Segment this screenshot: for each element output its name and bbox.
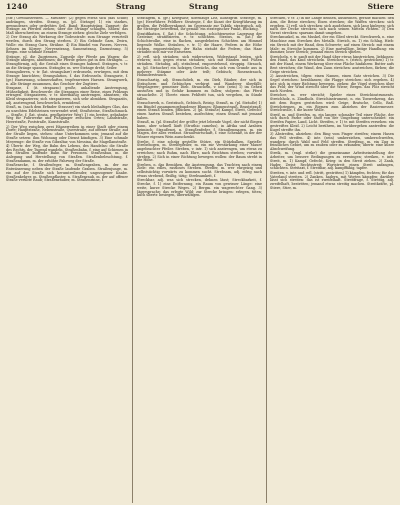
text-column-2: [137, 17, 262, 503]
entry-paragraph: Streckmuskel, m. ein Muskel, der ein Glied streckt. Streckwerk, n. eine Maschine zum Strecken des Metalls. Streich, m. 1) ein Schlag, Hieb: ein Streich mit der Hand, dem Schwerte; auf einen Streich: mit einem Male; zu Streiche kommen. 2) Eine mutwillige, listige Handlung: ein dummer, loser Streich; jemand einen Streich spielen.: [270, 35, 394, 55]
text-column-3: [270, 17, 394, 503]
entry-paragraph: 2) Ausstreichen, tilgen: einen Namen, einen Satz streichen. 3) Die Segel streichen: herablassen; die Flagge streichen: sich ergeben. 4) intr. sich in einer Richtung bewegen, ziehen: die Vögel streichen über das Feld; der Wind streicht über die Wiese; Bergm. das Flöz streicht nach Norden.: [270, 74, 394, 94]
entry-paragraph: Straßenecke, f. Straßenfeger, m. Straßengraben, m. der zur Entwässerung neben der Straße laufende Graben. Straßenjunge, m. ein auf der Straße sich herumtreibender, ungezogener Knabe. Straßenkehrer, m. Straßenpflaster, n. Straßenraub, m. der auf offener Straße verübte Raub; Straßenräuber, m. Straßenrinne, f.: [6, 163, 128, 183]
entry-paragraph: 4) Übertr. der Weg, die Bahn des Lebens, des Handelns: die Straße des Rechts, der Tugend wandeln. Straßenbahn, f. eine auf Schienen in den Straßen laufende Bahn für Personen. Straßenbau, m. die Anlegung und Herstellung von Straßen. Straßenbeleuchtung, f. Straßendamm, m. der erhöhte Fahrweg der Straße.: [6, 143, 128, 163]
column-divider: [132, 17, 133, 503]
entry-paragraph: Strauchartig, adj. Strauchdieb, m. ein Dieb, Räuber, der sich in Sträuchern und Gebüschen verbirgt und Wanderer überfällt; Wegelagerer; gemeiner Dieb. Straucheln, v. intr. (sein) 1) im Gehen anstoßen und in Gefahr kommen zu fallen; stolpern: das Pferd strauchelte. 2) Übertr. einen Fehltritt tun, sich vergehen, in Sünde fallen.: [137, 77, 262, 101]
header-center-word: Strang: [189, 2, 219, 11]
running-header: [6, 2, 394, 14]
header-left-word: Strang: [116, 2, 146, 11]
entry-paragraph: 2) Der Weg zwischen zwei Häuserreihen in einer Stadt oder einem Dorfe; Hauptstraße, Nebenstraße, Querstraße; auf offener Straße; auf der Straße liegen, stehen: ohne Unterkommen sein; jemand auf die Straße setzen: ihm Wohnung oder Dienst kündigen. 3) Eine schmale Meerenge: die Straße von Gibraltar, von Messina, die Magellanstraße.: [6, 124, 128, 144]
entry-paragraph: Streif, m. und Streifen, m. ein langer, schmaler Teil einer Fläche, der sich durch Farbe oder Stoff von der Umgebung unterscheidet: ein Streifen Papier, Land, Licht. Streifen, v. 1) tr. mit Streifen versehen: ein gestreiftes Kleid. 2) Leicht berühren, im Vorübergehen anstreifen: die Kugel streifte ihn.: [270, 112, 394, 132]
entry-paragraph: 2) refl. sich sträuben: sich widersetzen, Widerstand leisten, sich wehren; sich gegen etwas sträuben; sich mit Händen und Füßen sträuben. Sträubig, adj. sträubend, emporstehend, struppig. Strauch, m. (pl. Sträucher) ein holziges Gewächs, das sich vom Grunde aus in mehrere Stämme oder Äste teilt; Gebüsch; Rosenstrauch, Holunderstrauch.: [137, 54, 262, 78]
entry-paragraph: Strangulieren, v. tr. (lat. strangulare) erdrosseln, erwürgen, mit dem Strange hinrichten; Strangulation, f. das Erdrosseln. Strangurie, f. (gr.) Harnzwang, schmerzhaftes, tropfenweises Harnen. Strangwerk, n. alle Stränge zusammen, das Geschirr der Zugtiere.: [6, 70, 128, 86]
entry-paragraph: Streiten, v. intr. und refl. (stritt, gestritten) 1) kämpfen, fechten; für das Vaterland streiten. 2) Zanken, hadern, mit Worten kämpfen; darüber lässt sich streiten: das ist zweifelhaft. Streitfrage, f. Streitig, adj. zweifelhaft, bestritten; jemand etwas streitig machen. Streitkräfte, pl. Stiere, Stier, m.: [270, 170, 394, 190]
entry-paragraph: Strecken, v. tr. 1) in die Länge dehnen, ausdehnen, gerade machen: den Arm, die Beine strecken; Eisen strecken; die Waffen strecken: sich ergeben. 2) refl. sich strecken: sich ausdehnen, sich lang hinlegen; sich nach der Decke strecken: sich nach seinen Mitteln richten. 3) Den Vorrat strecken: sparsam damit umgehen.: [270, 17, 394, 35]
column-divider: [266, 17, 267, 503]
entry-paragraph: Streicheln, v. tr. sanft mit der Hand über etwas hinstreichen, liebkosen: den Hund, das Kind streicheln. Streichen, v. (strich, gestrichen) 1) tr. mit der Hand, einem Werkzeug über eine Fläche hinfahren: Butter aufs Brot streichen; die Wand, den Zaun streichen: anstreichen, färben; die Geige streichen.: [270, 54, 394, 74]
text-column-1: [6, 17, 128, 503]
entry-paragraph: Streckbar, adj. was sich strecken, dehnen lässt; Streckbarkeit, f. Strecke, f. 1) eine Entfernung, ein Raum von gewisser Länge: eine weite, kurze Strecke Weges. 2) Bergm. ein wagerechter Gang. 3) Jägersprache: das erlegte Wild; zur Strecke bringen: erlegen, töten; auch übertr. besiegen, überwältigen.: [137, 178, 262, 198]
entry-paragraph: Strapaze, f. (it. strapazzo) große, anhaltende Anstrengung, Mühseligkeit, Beschwerde: die Strapazen einer Reise, eines Feldzugs ertragen. Strapazieren, v. tr. übermäßig anstrengen, abnutzen; ein Kleid strapazieren; sich strapazieren, sich sehr abmühen. Strapaziös, adj. anstrengend, beschwerlich, ermüdend.: [6, 85, 128, 105]
entry-paragraph: Strauß, m. (pl. Strauße) der größte jetzt lebende Vogel, der nicht fliegen kann, aber schnell läuft (Struthio camelus), in Afrika und Arabien heimisch; Straußenei, n. Straußenfeder, f. Straußenmagen, m. ein Magen, der alles verdaut. Straußwirtschaft, f. eine Schenke, in der der Winzer eigenen Wein ausschenkt.: [137, 120, 262, 140]
entry-paragraph: Strauchwerk, n. Gesträuch, Gebüsch, Reisig. Strauß, m. (pl. Sträuße) 1) ein Bündel zusammengebundener Blumen; Blumenstrauß, Brautstrauß; einen Strauß binden, pflücken. 2) (pl. Strauße) Kampf, Streit, Gefecht: einen harten Strauß bestehen, ausfechten; einen Strauß mit jemand haben.: [137, 100, 262, 120]
entry-paragraph: Streik, m. (engl. strike) die gemeinsame Arbeitseinstellung der Arbeiter, um bessere Bedingungen zu erzwingen; streiken, v. intr. Streit, m. 1) Kampf, Gefecht, Krieg: in den Streit ziehen. 2) Zank, Hader, Zwist; Rechtsstreit; Wortstreit; einen Streit anfangen, schlichten. Streitaxt, f. Streitbar, adj. kampffähig, tapfer.: [270, 151, 394, 171]
entry-paragraph: Stränge, pl. die Zugriemen, Zugseile der Pferde am Wagen; die Stränge anlegen, abnehmen; die Pferde gehen gut in den Strängen. — Strangförmig, adj. die Gestalt eines Stranges habend. Strängen, v. tr. an die Stränge spannen. Strängler, m. wer Stränge dreht; Seiler.: [6, 54, 128, 70]
entry-paragraph: Straß, m. (nach dem Erfinder Strasser) ein stark bleihaltiges Glas, das zu unechten Edelsteinen verwendet wird; Straßsteine, Straßschmuck. — Straße, f. (lat. strata, gepflasterter Weg) 1) ein breiter, gebahnter Weg für Fuhrwerke und Fußgänger zwischen Orten; Landstraße, Heerstraße, Poststraße, Kunststraße.: [6, 105, 128, 125]
page-number: 1240: [6, 2, 28, 11]
entry-paragraph: Stratifikation, f. (lat.) die Schichtung, schichtenweise Lagerung der Gesteine; stratifizieren, v. tr. schichten. Stratus, m. (lat.) die Schichtwolke, eine in flachen, ausgedehnten Schichten am Himmel liegende Wolke. Sträuben, v. tr. 1) die Haare, Federn in die Höhe richten, emporsträuben: der Hahn sträubt die Federn; das Haar sträubte sich mir vor Entsetzen.: [137, 31, 262, 55]
entry-paragraph: 2) Der Strang als Werkzeug der Todesstrafe: zum Strange verurteilt werden, durch den Strang sterben. 3) Ein Gebinde Garn, Zwirn, Wolle: ein Strang Garn, Strähne. 4) Ein Bündel von Fasern, Nerven, Sehnen im Körper; Nervenstrang, Samenstrang, Darmstrang. 5) Bergm. eine schmale Erzader.: [6, 35, 128, 55]
entry-paragraph: Strebe, f. eine schräg gestellte Stütze, ein Stützbalken, Sprieße; Strebebogen, m. Strebepfeiler, m. ein zur Verstärkung einer Mauer angebrachter Pfeiler. Streben, v. intr. 1) sich anstrengen, um etwas zu erreichen; nach Ruhm, nach Ehre, nach Reichtum streben; vorwärts streben. 2) Sich in einer Richtung bewegen wollen: der Baum strebt in die Höhe.: [137, 139, 262, 163]
entry-paragraph: [Str.] Gewölbstreifen. — Mitunter: (2) gegen etwas sich (das Schiff) andrängen, streifen. Strang, m. (pl. Stränge) 1) ein starkes, gewundenes oder gedrehtes Seil, Band; Hauptsträng, Zuggurt; die Stränge an Pferden ziehen; über die Stränge schlagen, hauen: das Maß überschreiten; an einem Strange ziehen: gleiche Ziele verfolgen.: [6, 17, 128, 35]
entry-paragraph: 3) Abstreifen, abziehen: den Ring vom Finger streifen; einem Hasen das Fell streifen. 4) intr. (sein) umherziehen, umherschweifen, wandern: durch Wald und Feld streifen. Streifzug, m. ein Zug in feindliches Gebiet, um zu rauben oder zu erkunden; übertr. eine kurze Abschweifung.: [270, 132, 394, 152]
entry-paragraph: Streben, n. das Bemühen, die Anstrengung, das Trachten nach einem Ziele: ein edles, rastloses Streben. Streber, m. wer ehrgeizig und selbstsüchtig vorwärts zu kommen sucht. Strebsam, adj. eifrig nach etwas strebend, fleißig, tätig; Strebsamkeit, f.: [137, 162, 262, 178]
entry-paragraph: Stratagem, n. (gr.) Kriegslist; überhaupt List, Kunstgriff. Stratege, m. (gr.) Heerführer, Feldherr. Strategie, f. die Kunst der Kriegführung im großen, die Feldherrnkunst, im Gegensatz zur Taktik; strategisch, adj. die Strategie betreffend, ihr gemäß: ein strategischer Punkt, Rückzug.: [137, 17, 262, 32]
entry-paragraph: Streicher, m. wer streicht; Spieler eines Streichinstruments. Streichholz, n. Zündholz. Streichinstrument, n. ein Tonwerkzeug, das mit dem Bogen gestrichen wird: Geige, Bratsche, Cello, Baß. Streichriemen, m. ein Riemen zum Abziehen der Rasiermesser. Streichwolle, f. die kurze Wolle.: [270, 93, 394, 113]
header-right-word: Stiere: [367, 2, 394, 11]
header-rule: [6, 14, 394, 15]
